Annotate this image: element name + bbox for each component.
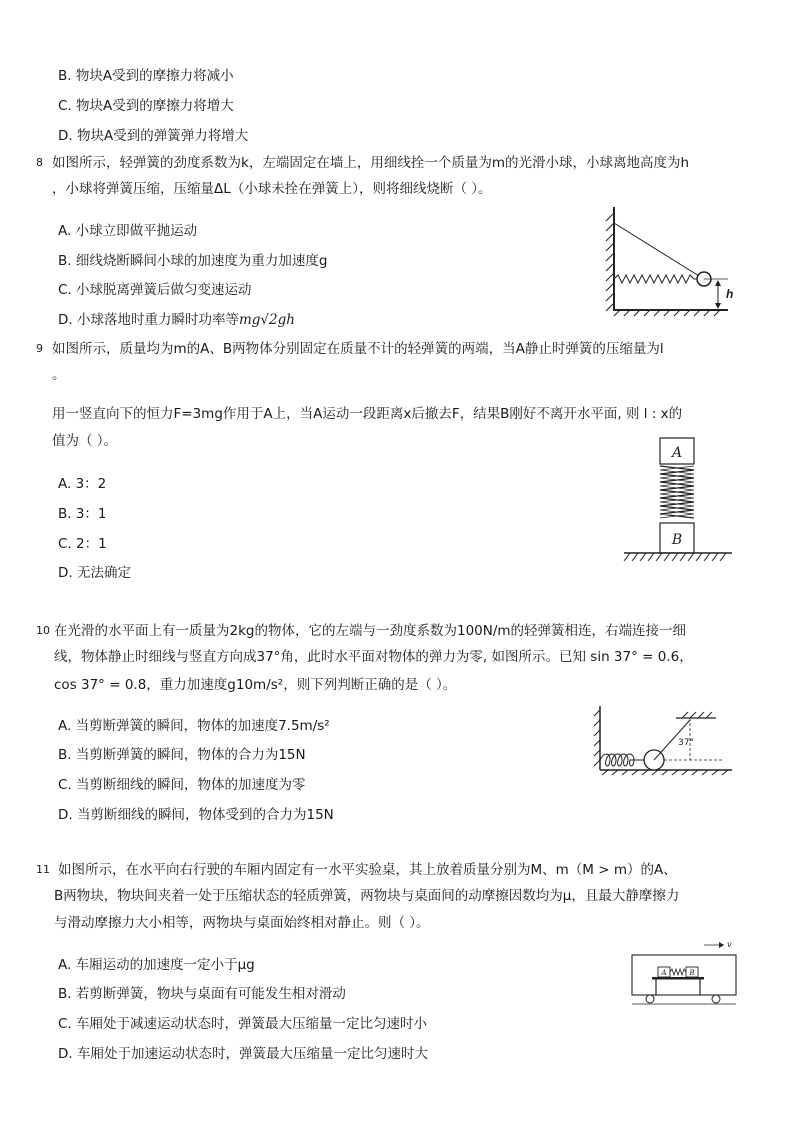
q8-option-a: A. 小球立即做平抛运动 [58, 223, 198, 239]
q10-option-b: B. 当剪断弹簧的瞬间，物体的合力为15N [58, 747, 306, 763]
q9-option-c: C. 2：1 [58, 536, 107, 552]
q9-figure-blocks-spring [620, 432, 735, 564]
q11-figure-carriage [628, 939, 740, 1009]
q9-option-a: A. 3：2 [58, 476, 107, 492]
q7-option-d: D. 物块A受到的弹簧弹力将增大 [58, 128, 249, 144]
q8-number: 8 [36, 156, 43, 169]
q10-stem-line2: 线，物体静止时细线与竖直方向成37°角，此时水平面对物体的弹力为零, 如图所示。已知 sin 37° = 0.6， [54, 649, 693, 665]
q8-option-c: C. 小球脱离弹簧后做匀变速运动 [58, 282, 252, 298]
q10-stem-line3: cos 37° = 0.8，重力加速度g10m/s²，则下列判断正确的是（ ）。 [54, 677, 457, 693]
q7-option-c: C. 物块A受到的摩擦力将增大 [58, 98, 234, 114]
q11-figure-label-v: v [727, 940, 732, 949]
q8-stem-line1: 如图所示，轻弹簧的劲度系数为k，左端固定在墙上，用细线拴一个质量为m的光滑小球，小球离地高度为h [52, 155, 690, 171]
q10-option-d: D. 当剪断细线的瞬间，物体受到的合力为15N [58, 807, 334, 823]
q11-stem-line3: 与滑动摩擦力大小相等，两物块与桌面始终相对静止。则（ ）。 [54, 915, 430, 931]
q11-number: 11 [36, 863, 50, 876]
q9-stem-line1: 如图所示，质量均为m的A、B两物体分别固定在质量不计的轻弹簧的两端，当A静止时弹簧的压缩量为l [52, 341, 664, 357]
q10-number: 10 [36, 624, 50, 637]
q9-option-b: B. 3：1 [58, 506, 107, 522]
q9-stem-line3: 用一竖直向下的恒力F=3mg作用于A上，当A运动一段距离x后撤去F，结果B刚好不离开水平面, 则 l : x的 [52, 406, 683, 422]
q9-stem-line2: 。 [52, 367, 66, 383]
q9-number: 9 [36, 342, 43, 355]
q11-option-c: C. 车厢处于减速运动状态时，弹簧最大压缩量一定比匀速时小 [58, 1016, 428, 1032]
q11-figure-label-a: A [661, 969, 667, 977]
q10-stem-line1: 在光滑的水平面上有一质量为2kg的物体，它的左端与一劲度系数为100N/m的轻弹簧相连，右端连接一细 [54, 623, 687, 639]
q11-option-b: B. 若剪断弹簧，物块与桌面有可能发生相对滑动 [58, 986, 346, 1002]
q8-figure-spring-ball [600, 205, 745, 317]
q8-option-d-text: D. 小球落地时重力瞬时功率等 [58, 312, 239, 328]
q10-figure-spring-thread [592, 704, 737, 776]
q10-figure-label-angle: 37° [678, 738, 694, 748]
q8-figure-label-h: h [726, 287, 734, 301]
q8-stem-line2: ，小球将弹簧压缩，压缩量ΔL（小球未拴在弹簧上），则将细线烧断（ ）。 [52, 181, 492, 197]
q9-figure-label-b: B [671, 532, 683, 548]
q9-option-d: D. 无法确定 [58, 565, 131, 581]
q11-figure-label-b: B [689, 969, 695, 977]
q11-option-d: D. 车厢处于加速运动状态时，弹簧最大压缩量一定比匀速时大 [58, 1046, 428, 1062]
q11-stem-line1: 如图所示，在水平向右行驶的车厢内固定有一水平实验桌，其上放着质量分别为M、m（M > m）的A、 [58, 862, 677, 878]
q7-option-b: B. 物块A受到的摩擦力将减小 [58, 68, 234, 84]
q10-option-a: A. 当剪断弹簧的瞬间，物体的加速度7.5m/s² [58, 718, 330, 734]
q8-option-d [58, 311, 295, 329]
q11-stem-line2: B两物块，物块间夹着一处于压缩状态的轻质弹簧，两物块与桌面间的动摩擦因数均为μ，且最大静摩擦力 [54, 888, 680, 904]
q10-option-c: C. 当剪断细线的瞬间，物体的加速度为零 [58, 777, 306, 793]
q9-stem-line4: 值为（ ）。 [52, 433, 118, 449]
q8-option-b: B. 细线烧断瞬间小球的加速度为重力加速度g [58, 253, 328, 269]
q8-option-d-formula: mg√2gh [238, 312, 295, 328]
q9-figure-label-a: A [671, 445, 683, 461]
q11-option-a: A. 车厢运动的加速度一定小于μg [58, 957, 255, 973]
